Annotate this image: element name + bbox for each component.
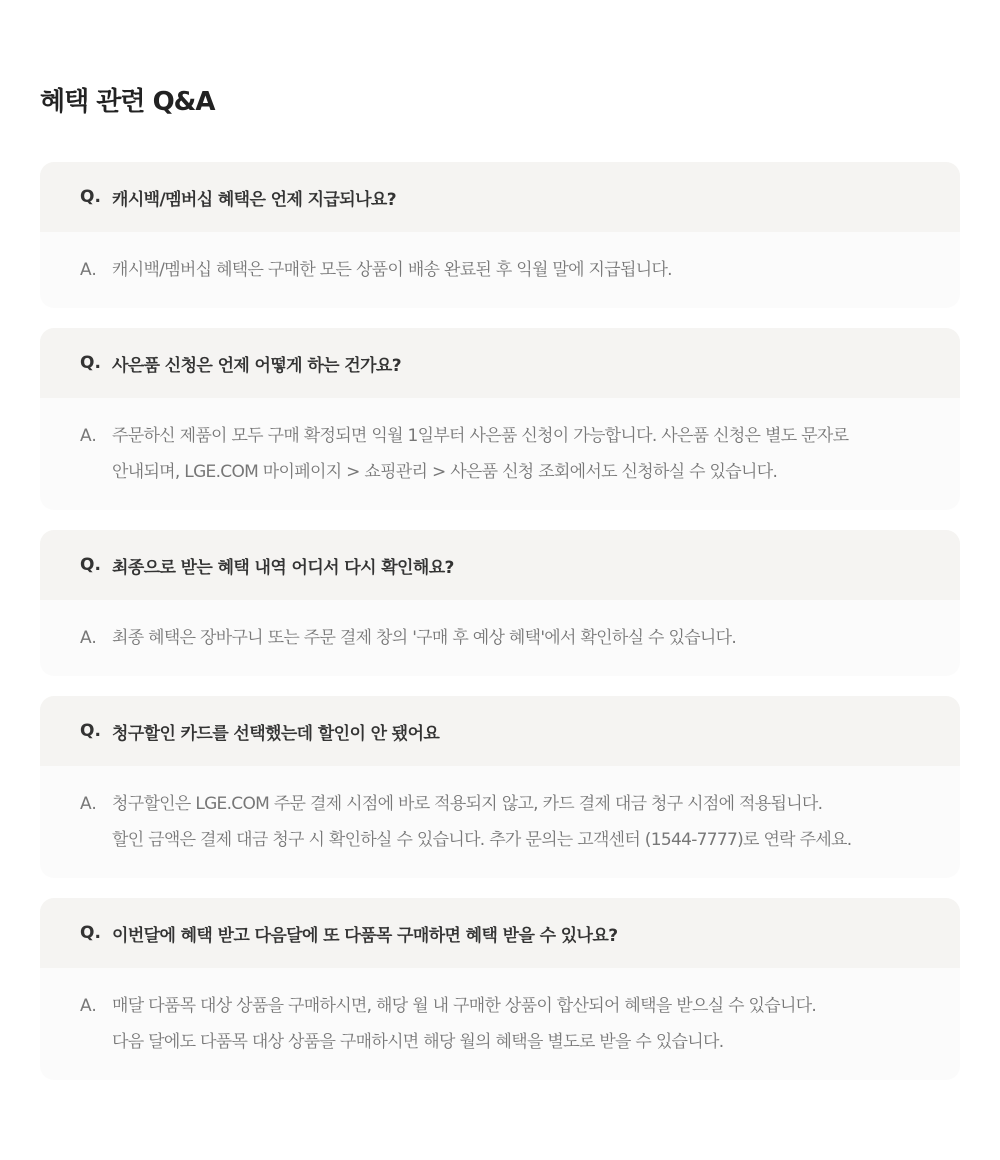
- page-title: 혜택 관련 Q&A: [40, 87, 215, 117]
- faq-question-row[interactable]: [40, 530, 960, 600]
- faq-answer-line: 주문하신 제품이 모두 구매 확정되면 익월 1일부터 사은품 신청이 가능합니다. 사은품 신청은 별도 문자로: [112, 426, 849, 446]
- question-mark: Q.: [80, 923, 101, 943]
- faq-item: [40, 162, 960, 308]
- faq-question-row[interactable]: [40, 898, 960, 968]
- faq-answer-line: 청구할인은 LGE.COM 주문 결제 시점에 바로 적용되지 않고, 카드 결제 대금 청구 시점에 적용됩니다.: [112, 794, 823, 814]
- answer-mark: A.: [80, 260, 97, 280]
- faq-item: [40, 696, 960, 878]
- faq-answer-line: 매달 다품목 대상 상품을 구매하시면, 해당 월 내 구매한 상품이 합산되어 혜택을 받으실 수 있습니다.: [112, 996, 817, 1016]
- answer-mark: A.: [80, 794, 97, 814]
- faq-item: [40, 530, 960, 676]
- faq-answer: [40, 232, 960, 288]
- answer-mark: A.: [80, 628, 97, 648]
- answer-mark: A.: [80, 996, 97, 1016]
- question-mark: Q.: [80, 187, 101, 207]
- faq-answer-line: 안내되며, LGE.COM 마이페이지 > 쇼핑관리 > 사은품 신청 조회에서도 신청하실 수 있습니다.: [112, 462, 778, 482]
- faq-question: 청구할인 카드를 선택했는데 할인이 안 됐어요: [112, 723, 440, 744]
- faq-answer: [40, 968, 960, 1060]
- question-mark: Q.: [80, 353, 101, 373]
- faq-answer-line: 다음 달에도 다품목 대상 상품을 구매하시면 해당 월의 혜택을 별도로 받을 수 있습니다.: [112, 1032, 724, 1052]
- faq-question-row[interactable]: [40, 162, 960, 232]
- faq-question: 이번달에 혜택 받고 다음달에 또 다품목 구매하면 혜택 받을 수 있나요?: [112, 925, 618, 946]
- faq-question: 사은품 신청은 언제 어떻게 하는 건가요?: [112, 355, 402, 376]
- faq-answer: [40, 600, 960, 656]
- faq-answer-line: 캐시백/멤버십 혜택은 구매한 모든 상품이 배송 완료된 후 익월 말에 지급됩니다.: [112, 260, 672, 280]
- faq-item: [40, 328, 960, 510]
- faq-answer-line: 최종 혜택은 장바구니 또는 주문 결제 창의 '구매 후 예상 혜택'에서 확인하실 수 있습니다.: [112, 628, 737, 648]
- question-mark: Q.: [80, 555, 101, 575]
- question-mark: Q.: [80, 721, 101, 741]
- faq-item: [40, 898, 960, 1080]
- faq-answer-line: 할인 금액은 결제 대금 청구 시 확인하실 수 있습니다. 추가 문의는 고객센터 (1544-7777)로 연락 주세요.: [112, 830, 852, 850]
- faq-answer: [40, 398, 960, 490]
- faq-question: 캐시백/멤버십 혜택은 언제 지급되나요?: [112, 189, 396, 210]
- faq-question-row[interactable]: [40, 696, 960, 766]
- faq-question: 최종으로 받는 혜택 내역 어디서 다시 확인해요?: [112, 557, 454, 578]
- answer-mark: A.: [80, 426, 97, 446]
- faq-question-row[interactable]: [40, 328, 960, 398]
- faq-answer: [40, 766, 960, 858]
